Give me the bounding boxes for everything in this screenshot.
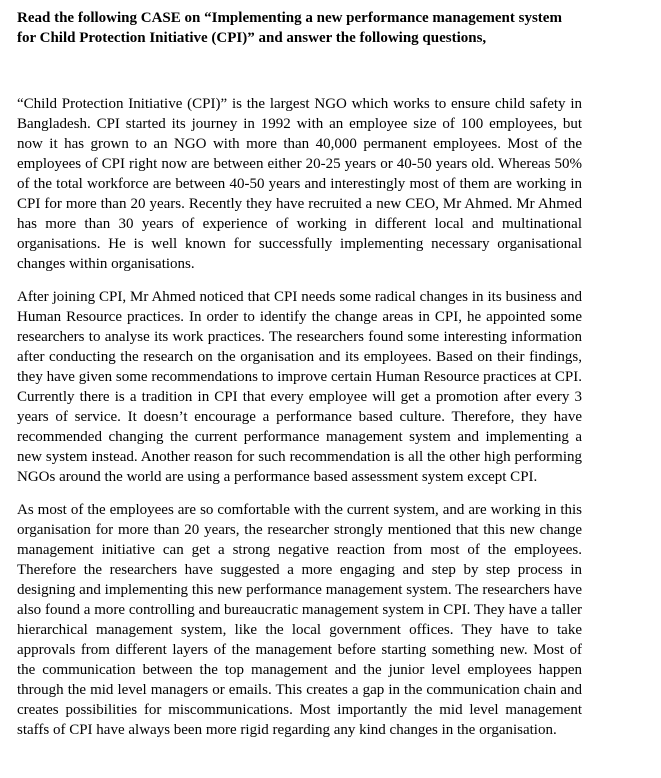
document-page	[17, 8, 582, 740]
paragraph-findings: After joining CPI, Mr Ahmed noticed that CPI needs some radical changes in its business and Human Resource practices. In order to identify the change areas in CPI, he appointed some researchers to analyse its work practices. The researchers found some interesting information after conducting the research on the organisation and its employees. Based on their findings, they have given some recommendations to improve certain Human Resource practices at CPI. Currently there is a tradition in CPI that every employee will get a promotion after every 3 years of service. It doesn’t encourage a performance based culture. Therefore, they have recommended changing the current performance management system and implementing a new system instead. Another reason for such recommendation is all the other high performing NGOs around the world are using a performance based assessment system except CPI.	[17, 289, 582, 485]
case-heading: Read the following CASE on “Implementing a new performance management system for Child Protection Initiative (CPI)” and answer the following questions,	[17, 10, 562, 46]
paragraph-intro: “Child Protection Initiative (CPI)” is the largest NGO which works to ensure child safety in Bangladesh. CPI started its journey in 1992 with an employee size of 100 employees, but now it has grown to an NGO with more than 40,000 permanent employees. Most of the employees of CPI right now are between either 20-25 years or 40-50 years old. Whereas 50% of the total workforce are between 40-50 years and interestingly most of them are working in CPI for more than 20 years. Recently they have recruited a new CEO, Mr Ahmed. Mr Ahmed has more than 30 years of experience of working in different local and multinational organisations. He is well known for successfully implementing necessary organisational changes within organisations.	[17, 96, 582, 272]
paragraph-recommendations: As most of the employees are so comfortable with the current system, and are working in this organisation for more than 20 years, the researcher strongly mentioned that this new change management initiative can get a strong negative reaction from most of the employees. Therefore the researchers have suggested a more engaging and step by step process in designing and implementing this new performance management system. The researchers have also found a more controlling and bureaucratic management system in CPI. They have a taller hierarchical management system, like the local government offices. They have to take approvals from different layers of the management before starting something new. Most of the communication between the top management and the junior level employees happen through the mid level managers or emails. This creates a gap in the communication chain and creates possibilities for miscommunications. Most importantly the mid level management staffs of CPI have always been more rigid regarding any kind changes in the organisation.	[17, 502, 582, 738]
